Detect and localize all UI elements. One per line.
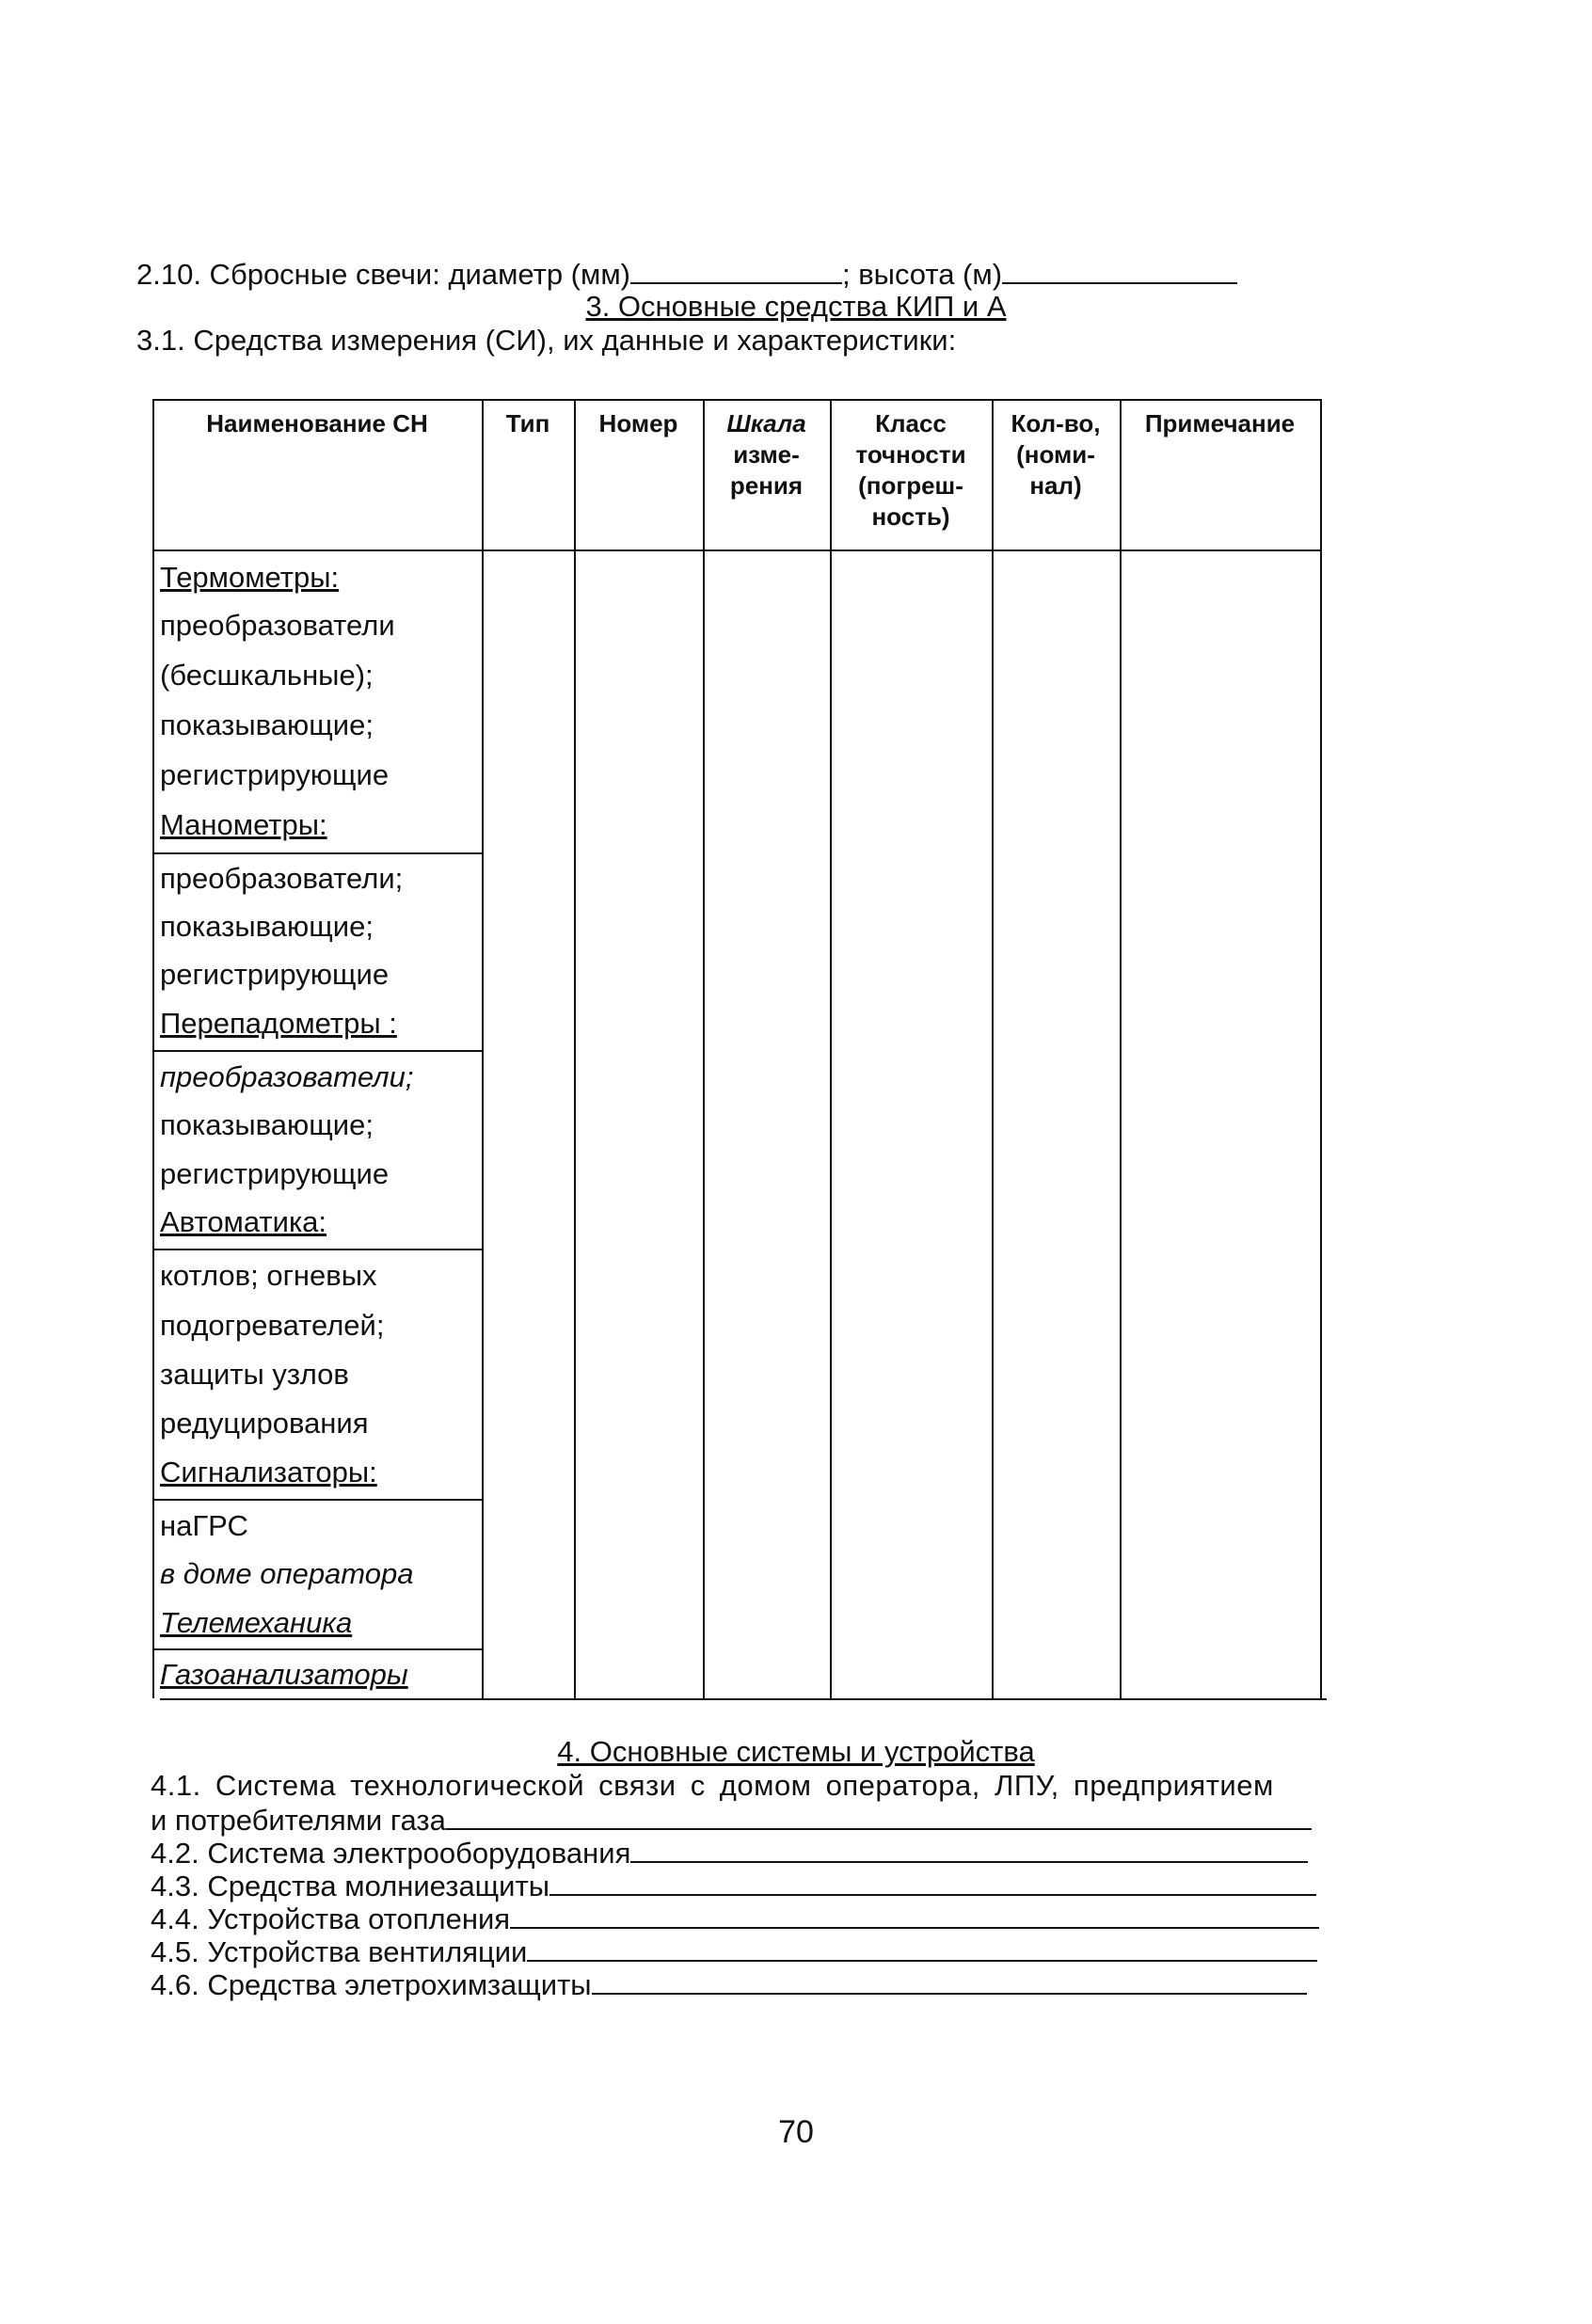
item-4-4-label: 4.4. Устройства отопления [151,1902,511,1935]
item-4-2 [151,1835,1308,1870]
header-name: Наименование СН [206,409,428,438]
header-accuracy-line-2: точности [855,440,966,469]
row-dp-indicating: показывающие; [160,1108,374,1141]
group-separator-4 [152,1499,482,1501]
row-gas-analyzers: Газоанализаторы [160,1658,408,1691]
header-quantity-line-3: нал) [1029,471,1082,500]
row-dp-meters: Перепадометры : [160,1007,397,1040]
row-auto-reduction: редуцирования [160,1407,369,1440]
item-4-4-blank-field[interactable] [510,1901,1319,1929]
row-thermo-recording: регистрирующие [160,758,390,791]
header-scale-line-2: изме- [733,440,800,469]
row-manometers: Манометры: [160,808,327,841]
table-right-border [1320,399,1322,1698]
header-accuracy-line-4: ность) [871,502,950,531]
header-number: Номер [598,409,678,438]
height-blank-field[interactable] [1002,256,1237,284]
row-thermometers: Термометры: [160,561,340,594]
header-quantity-line-1: Кол-во, [1011,409,1101,438]
row-mano-recording: регистрирующие [160,958,390,991]
item-4-6-blank-field[interactable] [592,1966,1307,1995]
item-3-1: 3.1. Средства измерения (СИ), их данные и характеристики: [136,324,957,357]
group-separator-1 [152,852,482,854]
row-auto-heaters: подогревателей; [160,1309,385,1342]
group-separator-3 [152,1249,482,1250]
item-4-5-label: 4.5. Устройства вентиляции [151,1935,528,1968]
row-dp-recording: регистрирующие [160,1157,390,1190]
item-4-1-line-1: 4.1. Система технологической связи с домом оператора, ЛПУ, предприятием [151,1769,1274,1802]
row-alarms: Сигнализаторы: [160,1456,377,1488]
row-automation: Автоматика: [160,1205,327,1238]
item-4-1-line-2 [151,1802,1312,1838]
item-2-10-height-label: ; высота (м) [841,258,1003,291]
item-2-10 [136,256,1237,292]
section-4-heading: 4. Основные системы и устройства [557,1735,1035,1768]
item-4-2-label: 4.2. Система электрооборудования [151,1837,631,1870]
table-header-bottom-border [152,549,1322,551]
header-accuracy-line-3: (погреш- [858,471,963,500]
row-thermo-scaleless: (бесшкальные); [160,659,374,692]
item-4-3-label: 4.3. Средства молниезащиты [151,1870,549,1902]
group-separator-2 [152,1050,482,1052]
row-auto-protection: защиты узлов [160,1358,349,1391]
header-scale-line-1: Шкала [726,409,806,438]
col-divider-4 [830,399,832,1698]
diameter-blank-field[interactable] [630,256,842,284]
table-left-border [152,399,154,1698]
col-divider-5 [992,399,994,1698]
header-quantity-line-2: (номи- [1016,440,1095,469]
row-mano-converters: преобразователи; [160,862,404,895]
item-4-5 [151,1934,1317,1969]
section-3-heading: 3. Основные средства КИП и А [585,290,1007,323]
table-top-border [152,399,1322,401]
col-divider-3 [703,399,705,1698]
col-divider-6 [1120,399,1122,1698]
group-separator-5 [152,1648,482,1650]
header-quantity [992,408,1120,501]
row-thermo-indicating: показывающие; [160,708,374,741]
col-divider-2 [574,399,576,1698]
item-4-6 [151,1966,1307,2002]
row-auto-boilers: котлов; огневых [160,1259,377,1292]
row-alarms-grs: наГРС [160,1509,248,1542]
header-accuracy-line-1: Класс [875,409,947,438]
row-telemechanics: Телемеханика [160,1606,353,1639]
header-type: Тип [505,409,550,438]
item-2-10-diameter-label: 2.10. Сбросные свечи: диаметр (мм) [136,258,630,291]
col-divider-1 [482,399,484,1698]
item-4-2-blank-field[interactable] [630,1835,1308,1863]
page-number: 70 [778,2114,814,2150]
header-accuracy [830,408,992,533]
item-4-5-blank-field[interactable] [527,1934,1317,1962]
item-4-6-label: 4.6. Средства элетрохимзащиты [151,1968,592,2001]
item-4-1-label: и потребителями газа [151,1804,446,1837]
item-4-3-blank-field[interactable] [549,1868,1316,1896]
item-4-3 [151,1868,1316,1903]
item-4-1-blank-field[interactable] [446,1802,1312,1830]
header-note: Примечание [1144,409,1296,438]
header-scale [703,408,830,501]
table-bottom-border [160,1698,1327,1700]
row-mano-indicating: показывающие; [160,910,374,943]
row-thermo-converters: преобразователи [160,609,395,642]
header-scale-line-3: рения [729,471,804,500]
row-alarms-operator-house: в доме оператора [160,1557,414,1590]
item-4-4 [151,1901,1319,1936]
row-dp-converters: преобразователи; [160,1060,414,1093]
